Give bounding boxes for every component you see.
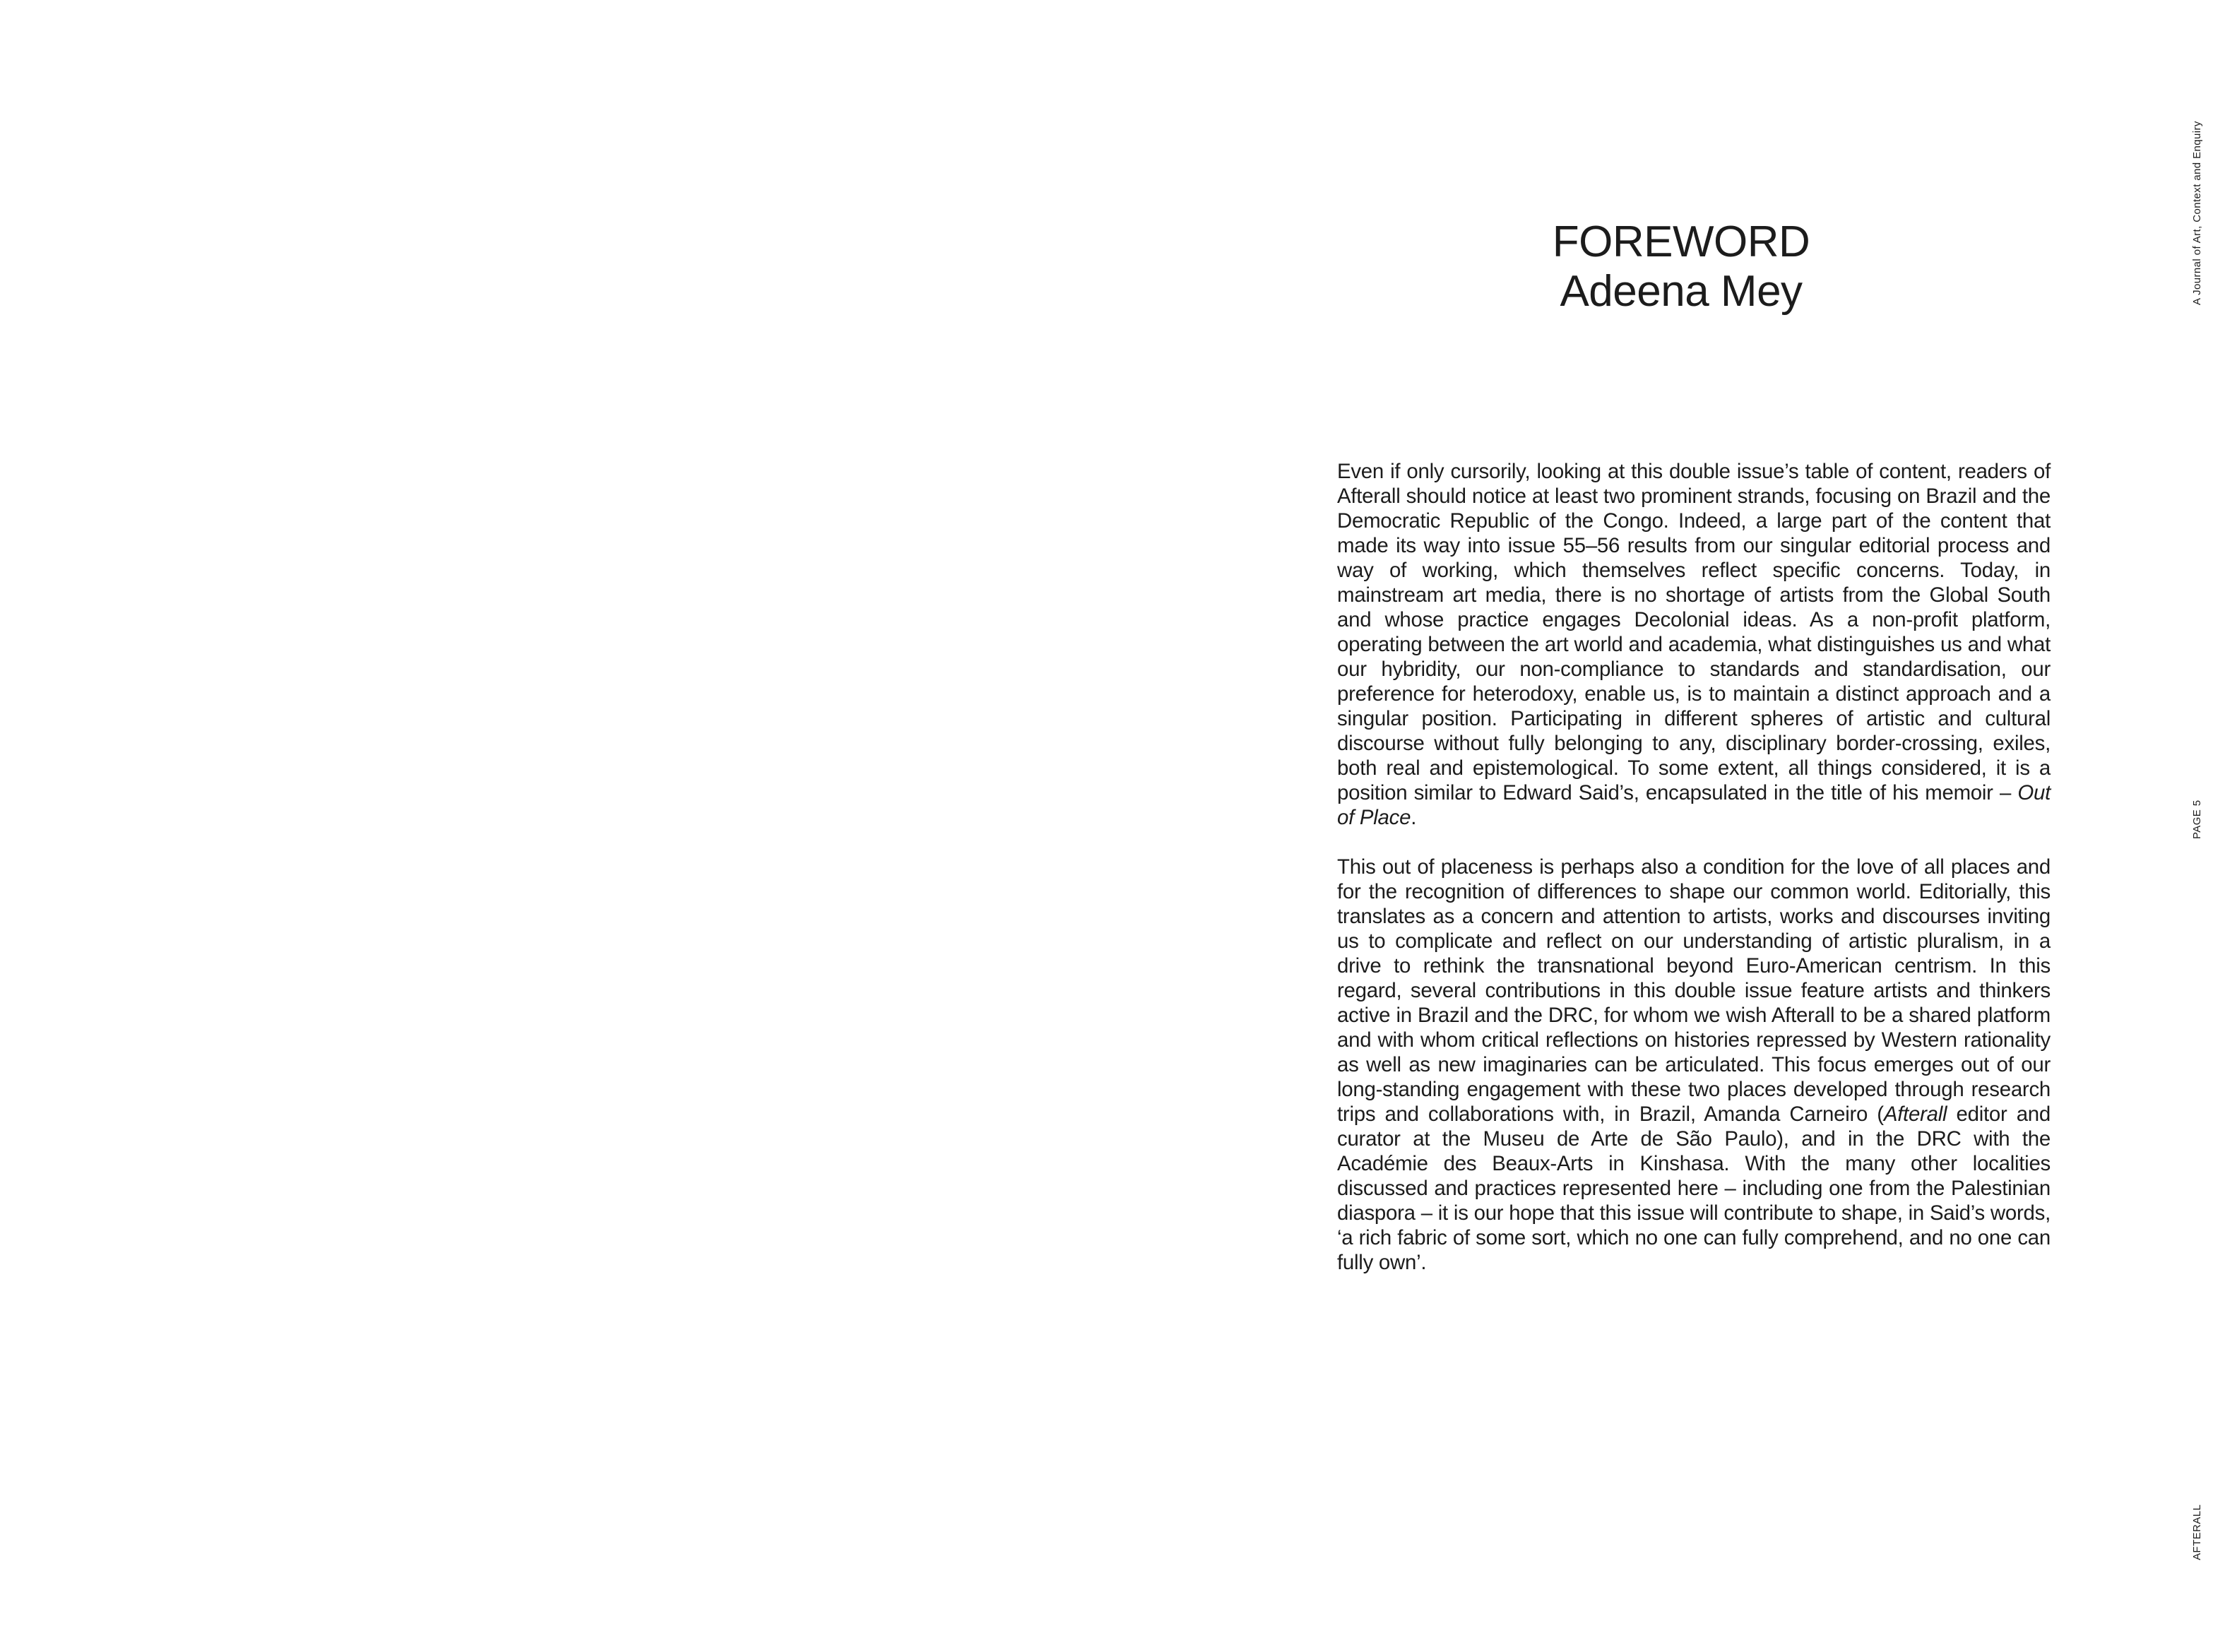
article-title: FOREWORD [1552,218,1810,266]
article-body [1337,459,2051,1275]
journal-name: Afterall [1883,1103,1947,1126]
paragraph-2-end: editor and curator at the Museu de Arte de São Paulo), and in the DRC with the Académie des Beaux-Arts in Kinshasa. With the many other localities discussed and practices represented here – including one from the Palestinian diaspora – it is our hope that this issue will contribute to shape, in Said’s words, ‘a rich fabric of some sort, which no one can fully comprehend, and no one can fully own’. [1337,1103,2051,1274]
memoir-title: Out of Place [1337,781,2051,829]
journal-tagline: A Journal of Art, Context and Enquiry [2191,121,2203,305]
paragraph-1-end: . [1411,806,1417,829]
paragraph-1 [1337,459,2051,830]
article-heading [1519,218,1844,316]
paragraph-2 [1337,855,2051,1275]
article-author: Adeena Mey [1560,267,1803,316]
publication-name: AFTERALL [2191,1504,2203,1560]
paragraph-2-text: This out of placeness is perhaps also a condition for the love of all places and for the recognition of differences to shape our common world. Editorially, this translates as a concern and attention to artists, works and discourses inviting us to complicate and reflect on our understanding of artistic pluralism, in a drive to rethink the transnational beyond Euro-American centrism. In this regard, several contributions in this double issue feature artists and thinkers active in Brazil and the DRC, for whom we wish Afterall to be a shared platform and with whom critical reflections on histories repressed by Western rationality as well as new imaginaries can be articulated. This focus emerges out of our long-standing engagement with these two places developed through research trips and collaborations with, in Brazil, Amanda Carneiro ( [1337,855,2051,1126]
paragraph-1-text: Even if only cursorily, looking at this double issue’s table of content, readers of Afterall should notice at least two prominent strands, focusing on Brazil and the Democratic Republic of the Congo. Indeed, a large part of the content that made its way into issue 55–56 results from our singular editorial process and way of working, which themselves reflect specific concerns. Today, in mainstream art media, there is no shortage of artists from the Global South and whose practice engages Decolonial ideas. As a non-profit platform, operating between the art world and academia, what distinguishes us and what our hybridity, our non-compliance to standards and standardisation, our preference for heterodoxy, enable us, is to maintain a distinct approach and a singular position. Participating in different spheres of artistic and cultural discourse without fully belonging to any, disciplinary border-crossing, exiles, both real and epistemological. To some extent, all things considered, it is a position similar to Edward Said’s, encapsulated in the title of his memoir – [1337,460,2051,804]
page-number: PAGE 5 [2191,800,2203,839]
